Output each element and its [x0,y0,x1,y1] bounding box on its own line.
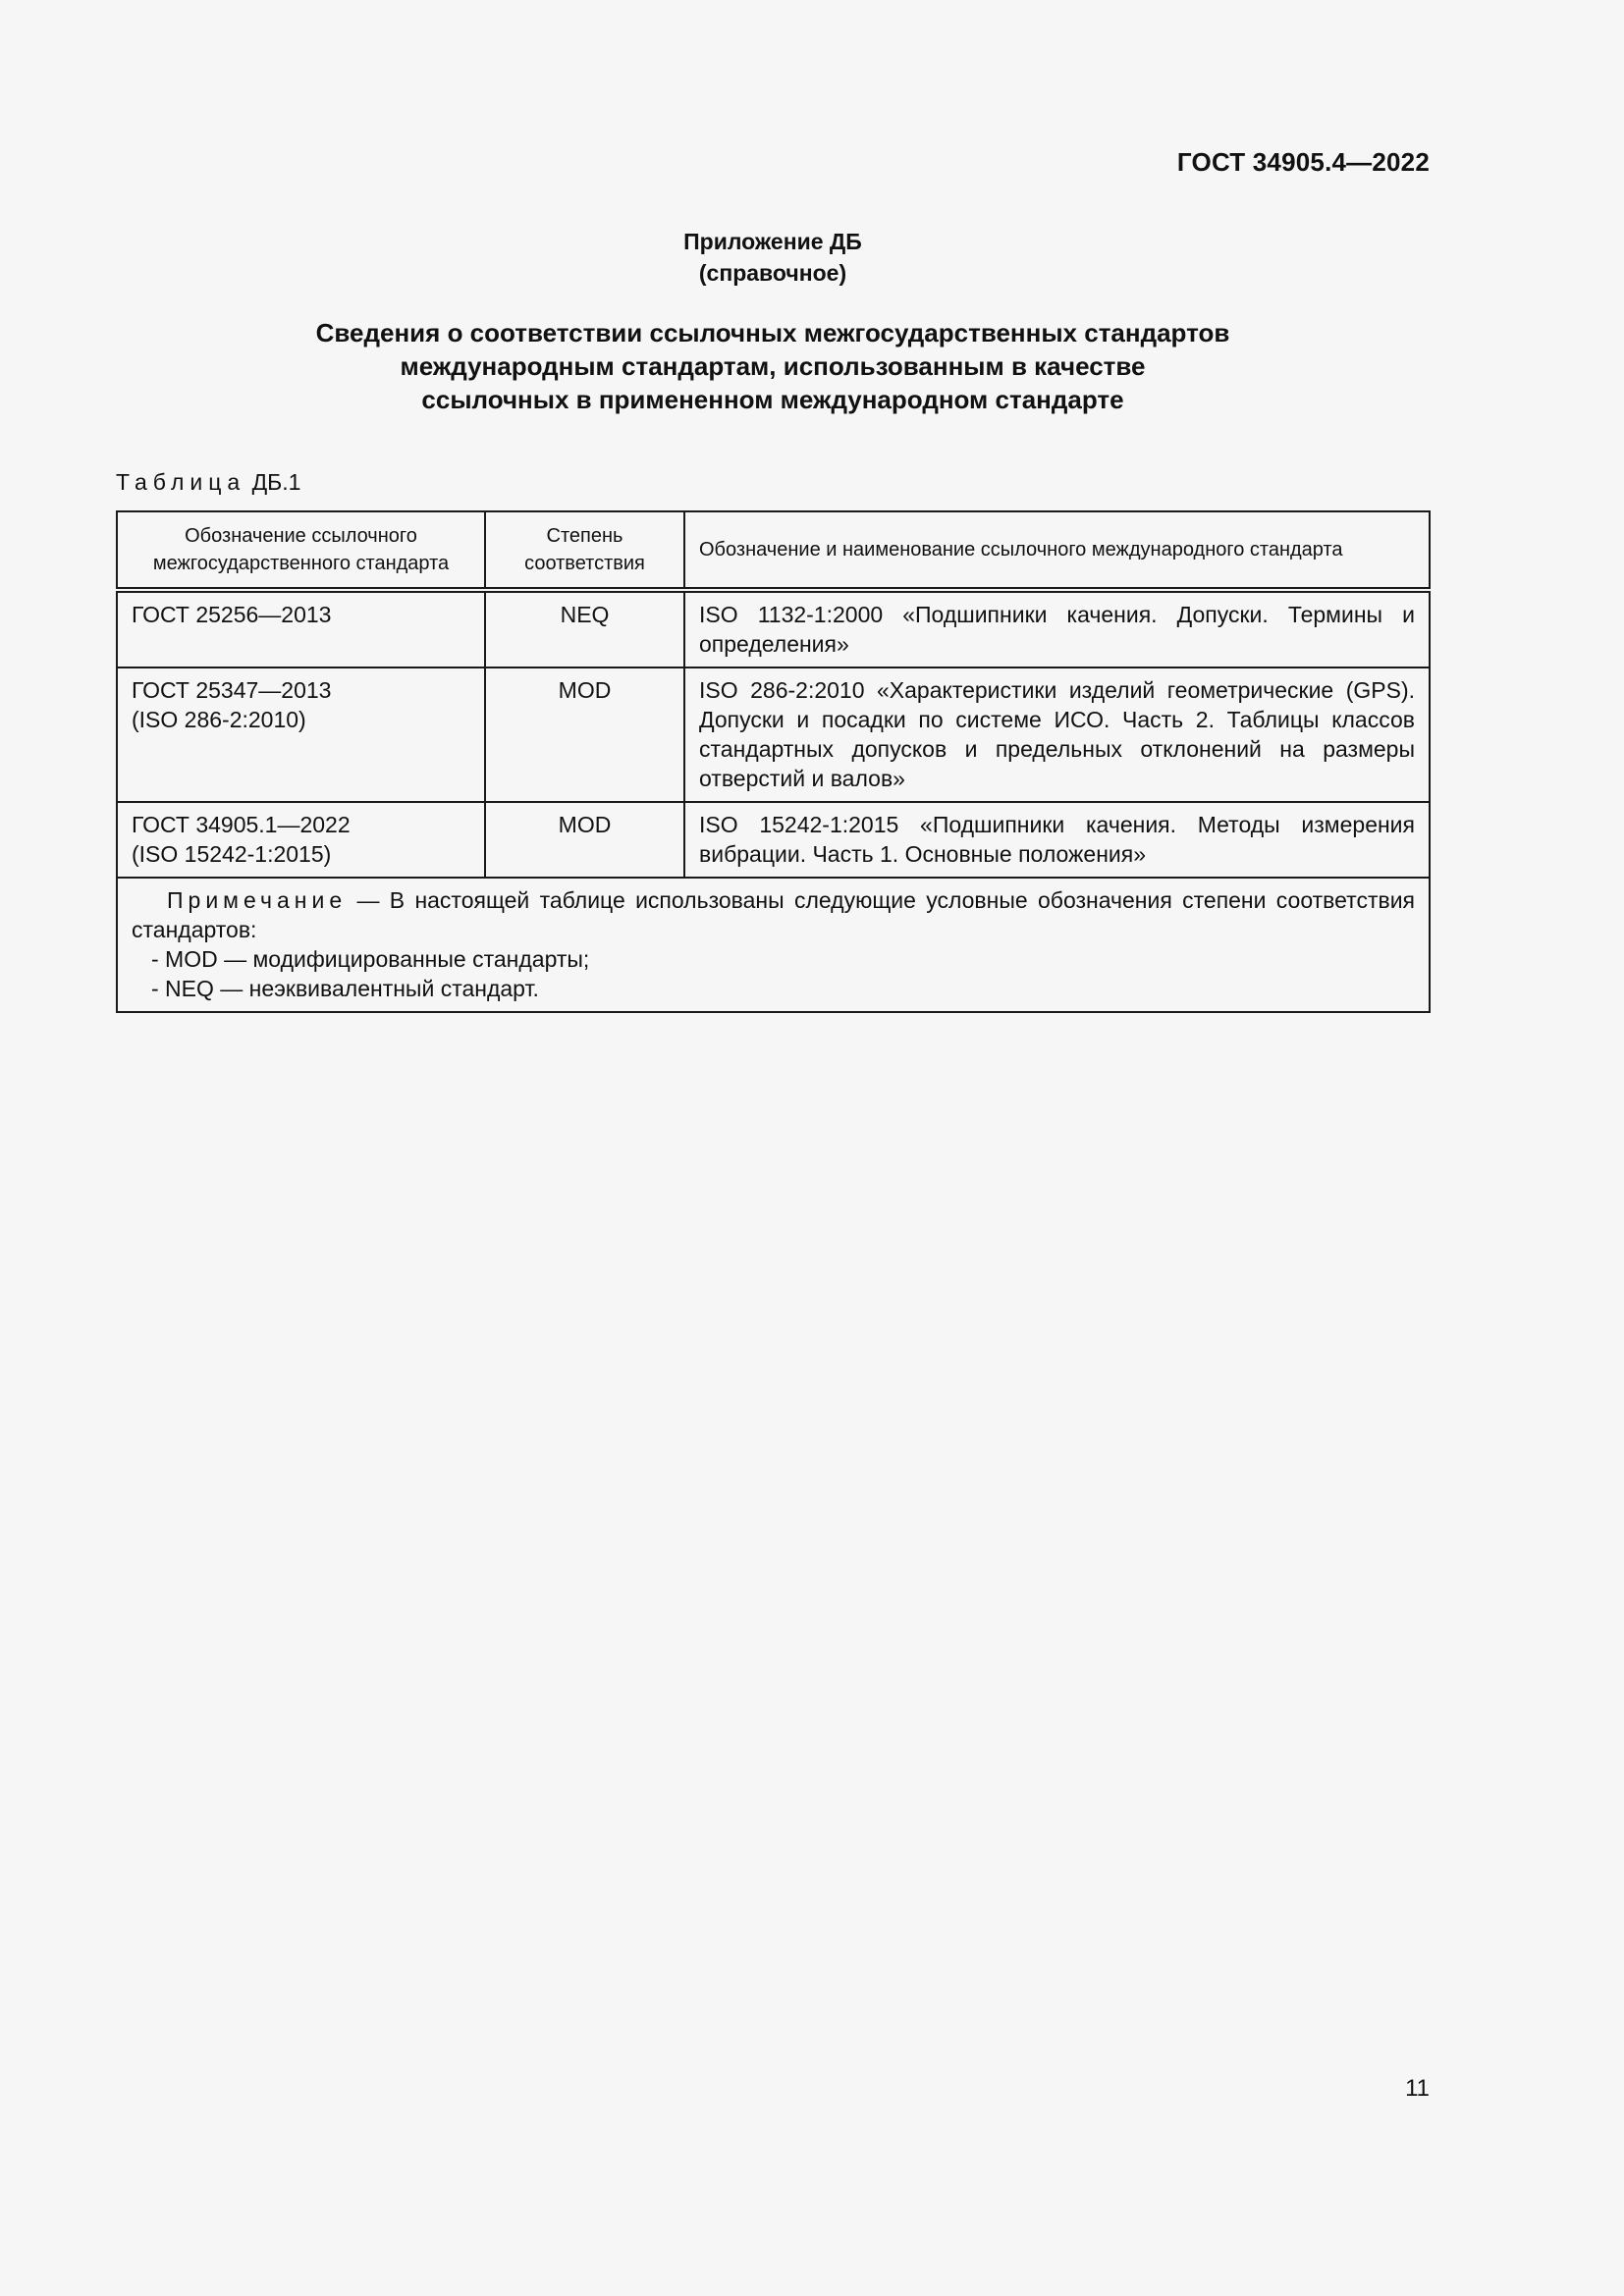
note-text: — В настоящей таблице использованы следующие условные обозначения степени соответствия стандартов: [132,887,1415,942]
table-note-row [117,878,1430,1012]
cell-international: ISO 286-2:2010 «Характеристики изделий геометрические (GPS). Допуски и посадки по системе ИСО. Часть 2. Таблицы классов стандартных допусков и предельных отклонений на размеры отверстий и валов» [684,667,1430,802]
column-header-designation: Обозначение ссылочного межгосударственного стандарта [117,511,485,590]
heading-line: ссылочных в примененном международном стандарте [421,385,1124,414]
cell-designation [117,802,485,878]
heading-line: Сведения о соответствии ссылочных межгосударственных стандартов [315,318,1230,347]
section-heading [0,316,1545,416]
cell-international: ISO 1132-1:2000 «Подшипники качения. Допуски. Термины и определения» [684,590,1430,667]
table-caption [116,469,300,496]
note-item: - NEQ — неэквивалентный стандарт. [151,976,539,1001]
annex-title: Приложение ДБ [683,229,862,254]
note-paragraph [132,885,1415,944]
cell-degree: MOD [485,667,684,802]
designation-line: ГОСТ 34905.1—2022 [132,812,351,837]
heading-line: международным стандартам, использованным в качестве [400,351,1146,381]
page-number: 11 [1405,2075,1430,2102]
table-caption-number: ДБ.1 [251,469,301,495]
cell-designation [117,667,485,802]
designation-line: ГОСТ 25256—2013 [132,602,332,627]
column-header-degree: Степень соответствия [485,511,684,590]
cell-international: ISO 15242-1:2015 «Подшипники качения. Методы измерения вибрации. Часть 1. Основные положения» [684,802,1430,878]
table-row [117,667,1430,802]
designation-line: (ISO 286-2:2010) [132,707,306,732]
cell-designation [117,590,485,667]
note-label: Примечание [167,887,348,913]
designation-line: ГОСТ 25347—2013 [132,677,332,703]
table-header-row [117,511,1430,590]
cell-degree: MOD [485,802,684,878]
annex-heading [0,226,1545,289]
cell-degree: NEQ [485,590,684,667]
document-code: ГОСТ 34905.4—2022 [1176,147,1430,177]
designation-line: (ISO 15242-1:2015) [132,841,332,867]
note-item: - MOD — модифицированные стандарты; [151,946,590,972]
correspondence-table [116,510,1431,1013]
table-row [117,802,1430,878]
table-caption-label: Таблица [116,469,246,495]
table-note [117,878,1430,1012]
column-header-international: Обозначение и наименование ссылочного международного стандарта [684,511,1430,590]
table-row [117,590,1430,667]
annex-kind: (справочное) [698,260,847,286]
